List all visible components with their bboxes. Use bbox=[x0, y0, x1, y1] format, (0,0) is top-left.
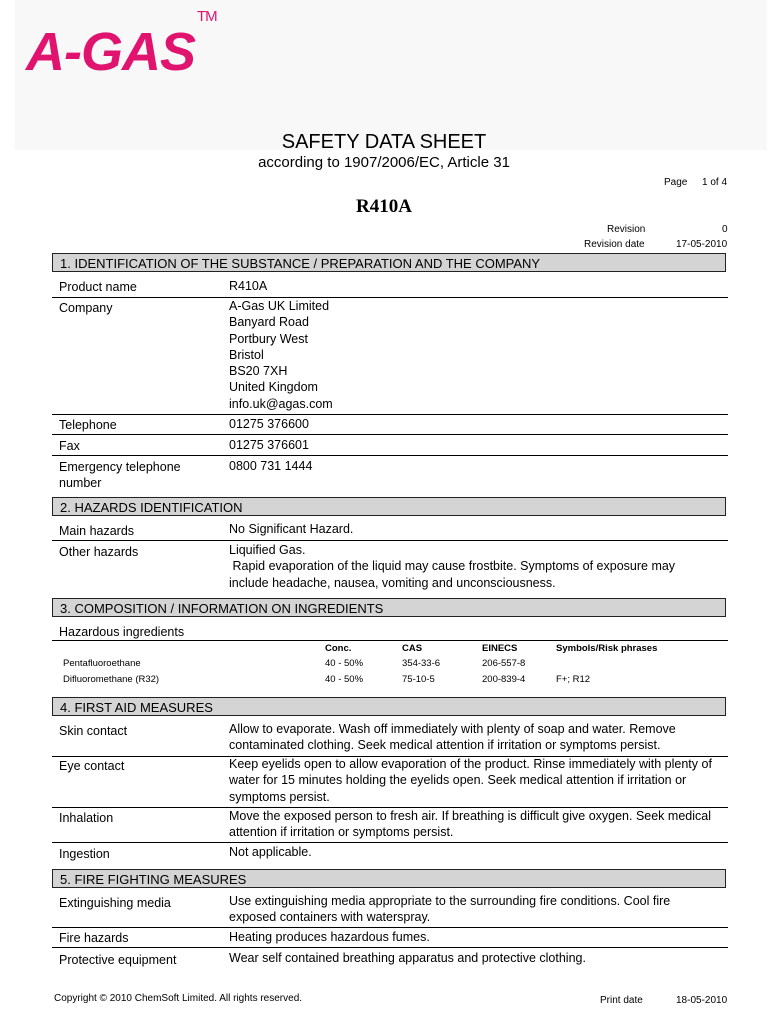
hazardous-ingredients-label: Hazardous ingredients bbox=[59, 625, 185, 639]
divider bbox=[52, 640, 728, 641]
main-hazards-value: No Significant Hazard. bbox=[229, 522, 354, 536]
divider bbox=[52, 455, 728, 456]
eye-contact-label: Eye contact bbox=[59, 759, 125, 773]
document-subtitle: according to 1907/2006/EC, Article 31 bbox=[258, 154, 510, 171]
address-line: A-Gas UK Limited bbox=[229, 299, 330, 313]
ingestion-value: Not applicable. bbox=[229, 845, 312, 859]
product-name-value: R410A bbox=[229, 279, 268, 293]
revision-value: 0 bbox=[722, 224, 728, 235]
ingredient-einecs: 200-839-4 bbox=[482, 674, 526, 685]
other-hazards-value bbox=[229, 542, 729, 591]
address-line: United Kingdom bbox=[229, 380, 318, 395]
section-3-header: 3. COMPOSITION / INFORMATION ON INGREDIENTS bbox=[52, 598, 726, 617]
revision-date-value: 17-05-2010 bbox=[676, 239, 728, 250]
revision-label: Revision bbox=[607, 224, 646, 235]
company-logo bbox=[26, 8, 217, 83]
ingredient-name: Difluoromethane (R32) bbox=[63, 674, 160, 685]
text-line: Use extinguishing media appropriate to the surrounding fire conditions. Cool fire bbox=[229, 894, 671, 908]
telephone-value: 01275 376600 bbox=[229, 417, 309, 431]
text-line: exposed containers with waterspray. bbox=[229, 910, 431, 925]
ingredient-cas: 75-10-5 bbox=[402, 674, 435, 685]
address-line: BS20 7XH bbox=[229, 364, 288, 379]
skin-contact-label: Skin contact bbox=[59, 724, 128, 738]
eye-contact-value bbox=[229, 756, 729, 805]
text-line: Move the exposed person to fresh air. If breathing is difficult give oxygen. Seek medical bbox=[229, 809, 711, 823]
emergency-label-line: Emergency telephone bbox=[59, 460, 181, 474]
ingredient-cas: 354-33-6 bbox=[402, 658, 441, 669]
text-line: symptoms persist. bbox=[229, 789, 330, 804]
company-email: info.uk@agas.com bbox=[229, 396, 333, 411]
column-header: Conc. bbox=[325, 643, 352, 654]
text-line: Allow to evaporate. Wash off immediately with plenty of soap and water. Remove bbox=[229, 722, 676, 736]
inhalation-label: Inhalation bbox=[59, 811, 114, 825]
copyright-notice: Copyright © 2010 ChemSoft Limited. All rights reserved. bbox=[54, 993, 303, 1004]
column-header: Symbols/Risk phrases bbox=[556, 643, 658, 654]
product-heading: R410A bbox=[356, 196, 412, 217]
emergency-telephone-value: 0800 731 1444 bbox=[229, 459, 313, 473]
section-4-header: 4. FIRST AID MEASURES bbox=[52, 697, 726, 716]
divider bbox=[52, 434, 728, 435]
fire-hazards-value: Heating produces hazardous fumes. bbox=[229, 930, 430, 944]
fax-value: 01275 376601 bbox=[229, 438, 309, 452]
emergency-label-line: number bbox=[59, 476, 102, 490]
text-line: include headache, nausea, vomiting and unconsciousness. bbox=[229, 575, 556, 590]
ingredient-einecs: 206-557-8 bbox=[482, 658, 526, 669]
column-header: CAS bbox=[402, 643, 423, 654]
column-header: EINECS bbox=[482, 643, 518, 654]
print-date-label: Print date bbox=[600, 995, 643, 1006]
other-hazards-label: Other hazards bbox=[59, 545, 139, 559]
text-line: Liquified Gas. bbox=[229, 543, 306, 557]
emergency-telephone-label bbox=[59, 459, 224, 491]
document-title: SAFETY DATA SHEET bbox=[281, 131, 487, 153]
company-label: Company bbox=[59, 301, 113, 315]
telephone-label: Telephone bbox=[59, 418, 117, 432]
ingredient-name: Pentafluoroethane bbox=[63, 658, 141, 669]
ingredient-risk: F+; R12 bbox=[556, 674, 591, 685]
text-line: contaminated clothing. Seek medical attention if irritation or symptoms persist. bbox=[229, 738, 661, 753]
ingestion-label: Ingestion bbox=[59, 847, 110, 861]
main-hazards-label: Main hazards bbox=[59, 524, 135, 538]
divider bbox=[52, 947, 728, 948]
trademark-mark: TM bbox=[197, 8, 217, 25]
extinguishing-media-label: Extinguishing media bbox=[59, 896, 171, 910]
inhalation-value bbox=[229, 808, 729, 841]
text-line: attention if irritation or symptoms persist. bbox=[229, 825, 454, 840]
page-number: 1 of 4 bbox=[702, 177, 728, 188]
fax-label: Fax bbox=[59, 439, 80, 453]
divider bbox=[52, 927, 728, 928]
company-address bbox=[229, 298, 729, 412]
product-name-label: Product name bbox=[59, 280, 137, 294]
page-label: Page bbox=[664, 177, 688, 188]
section-1-header: 1. IDENTIFICATION OF THE SUBSTANCE / PREPARATION AND THE COMPANY bbox=[52, 253, 726, 272]
protective-equipment-value: Wear self contained breathing apparatus and protective clothing. bbox=[229, 951, 586, 965]
logo-text: A-GAS bbox=[26, 22, 195, 82]
section-2-header: 2. HAZARDS IDENTIFICATION bbox=[52, 497, 726, 516]
address-line: Portbury West bbox=[229, 331, 308, 346]
text-line: water for 15 minutes holding the eyelids open. Seek medical attention if irritation or bbox=[229, 773, 687, 788]
divider bbox=[52, 842, 728, 843]
text-line: Rapid evaporation of the liquid may cause frostbite. Symptoms of exposure may bbox=[229, 559, 676, 574]
print-date-value: 18-05-2010 bbox=[676, 995, 728, 1006]
fire-hazards-label: Fire hazards bbox=[59, 931, 129, 945]
divider bbox=[52, 414, 728, 415]
skin-contact-value bbox=[229, 721, 729, 754]
text-line: Keep eyelids open to allow evaporation of the product. Rinse immediately with plenty of bbox=[229, 757, 712, 771]
address-line: Banyard Road bbox=[229, 315, 309, 330]
ingredient-conc: 40 - 50% bbox=[325, 674, 364, 685]
address-line: Bristol bbox=[229, 347, 264, 362]
section-5-header: 5. FIRE FIGHTING MEASURES bbox=[52, 869, 726, 888]
protective-equipment-label: Protective equipment bbox=[59, 953, 177, 967]
revision-date-label: Revision date bbox=[584, 239, 645, 250]
ingredient-conc: 40 - 50% bbox=[325, 658, 364, 669]
extinguishing-media-value bbox=[229, 893, 729, 926]
divider bbox=[52, 540, 728, 541]
